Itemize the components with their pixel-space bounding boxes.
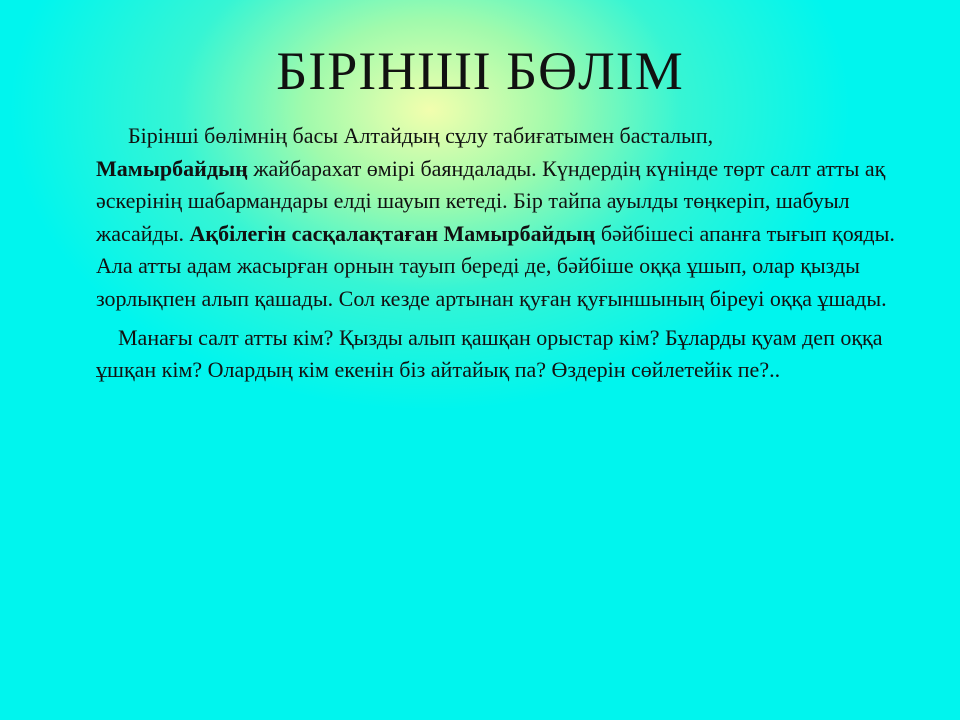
paragraph-1-text-3: бәйбішесі апанға тығып қояды. Ала атты адам жасырған орнын тауып береді де, бәйбіше оққа ұшып, олар қызды зорлықпен алып қашады. Сол кезде артынан қуған қуғыншының біреуі оққа ұшады.: [96, 220, 895, 311]
paragraph-2: Манағы салт атты кім? Қызды алып қашқан орыстар кім? Бұларды қуам деп оққа ұшқан кім? Олардың кім екенін біз айтайық па? Өздерін сөйлетейік пе?..: [96, 324, 883, 383]
paragraph-1-text-2: жайбарахат өмірі баяндалады. Күндердің күнінде төрт салт атты ақ әскерінің шабармандары елді шауып кетеді. Бір тайпа ауылды төңкеріп, шабуыл жасайды.: [96, 155, 886, 246]
slide-title: БІРІНШІ БӨЛІМ: [276, 41, 684, 101]
paragraph-1: [96, 120, 908, 316]
slide-body: [96, 120, 908, 387]
paragraph-1-bold-2: Ақбілегін сасқалақтаған Мамырбайдың: [189, 220, 596, 246]
paragraph-1-bold-1: Мамырбайдың: [96, 155, 248, 181]
paragraph-1-text-1: Бірінші бөлімнің басы Алтайдың сұлу табиғатымен басталып,: [128, 123, 714, 148]
